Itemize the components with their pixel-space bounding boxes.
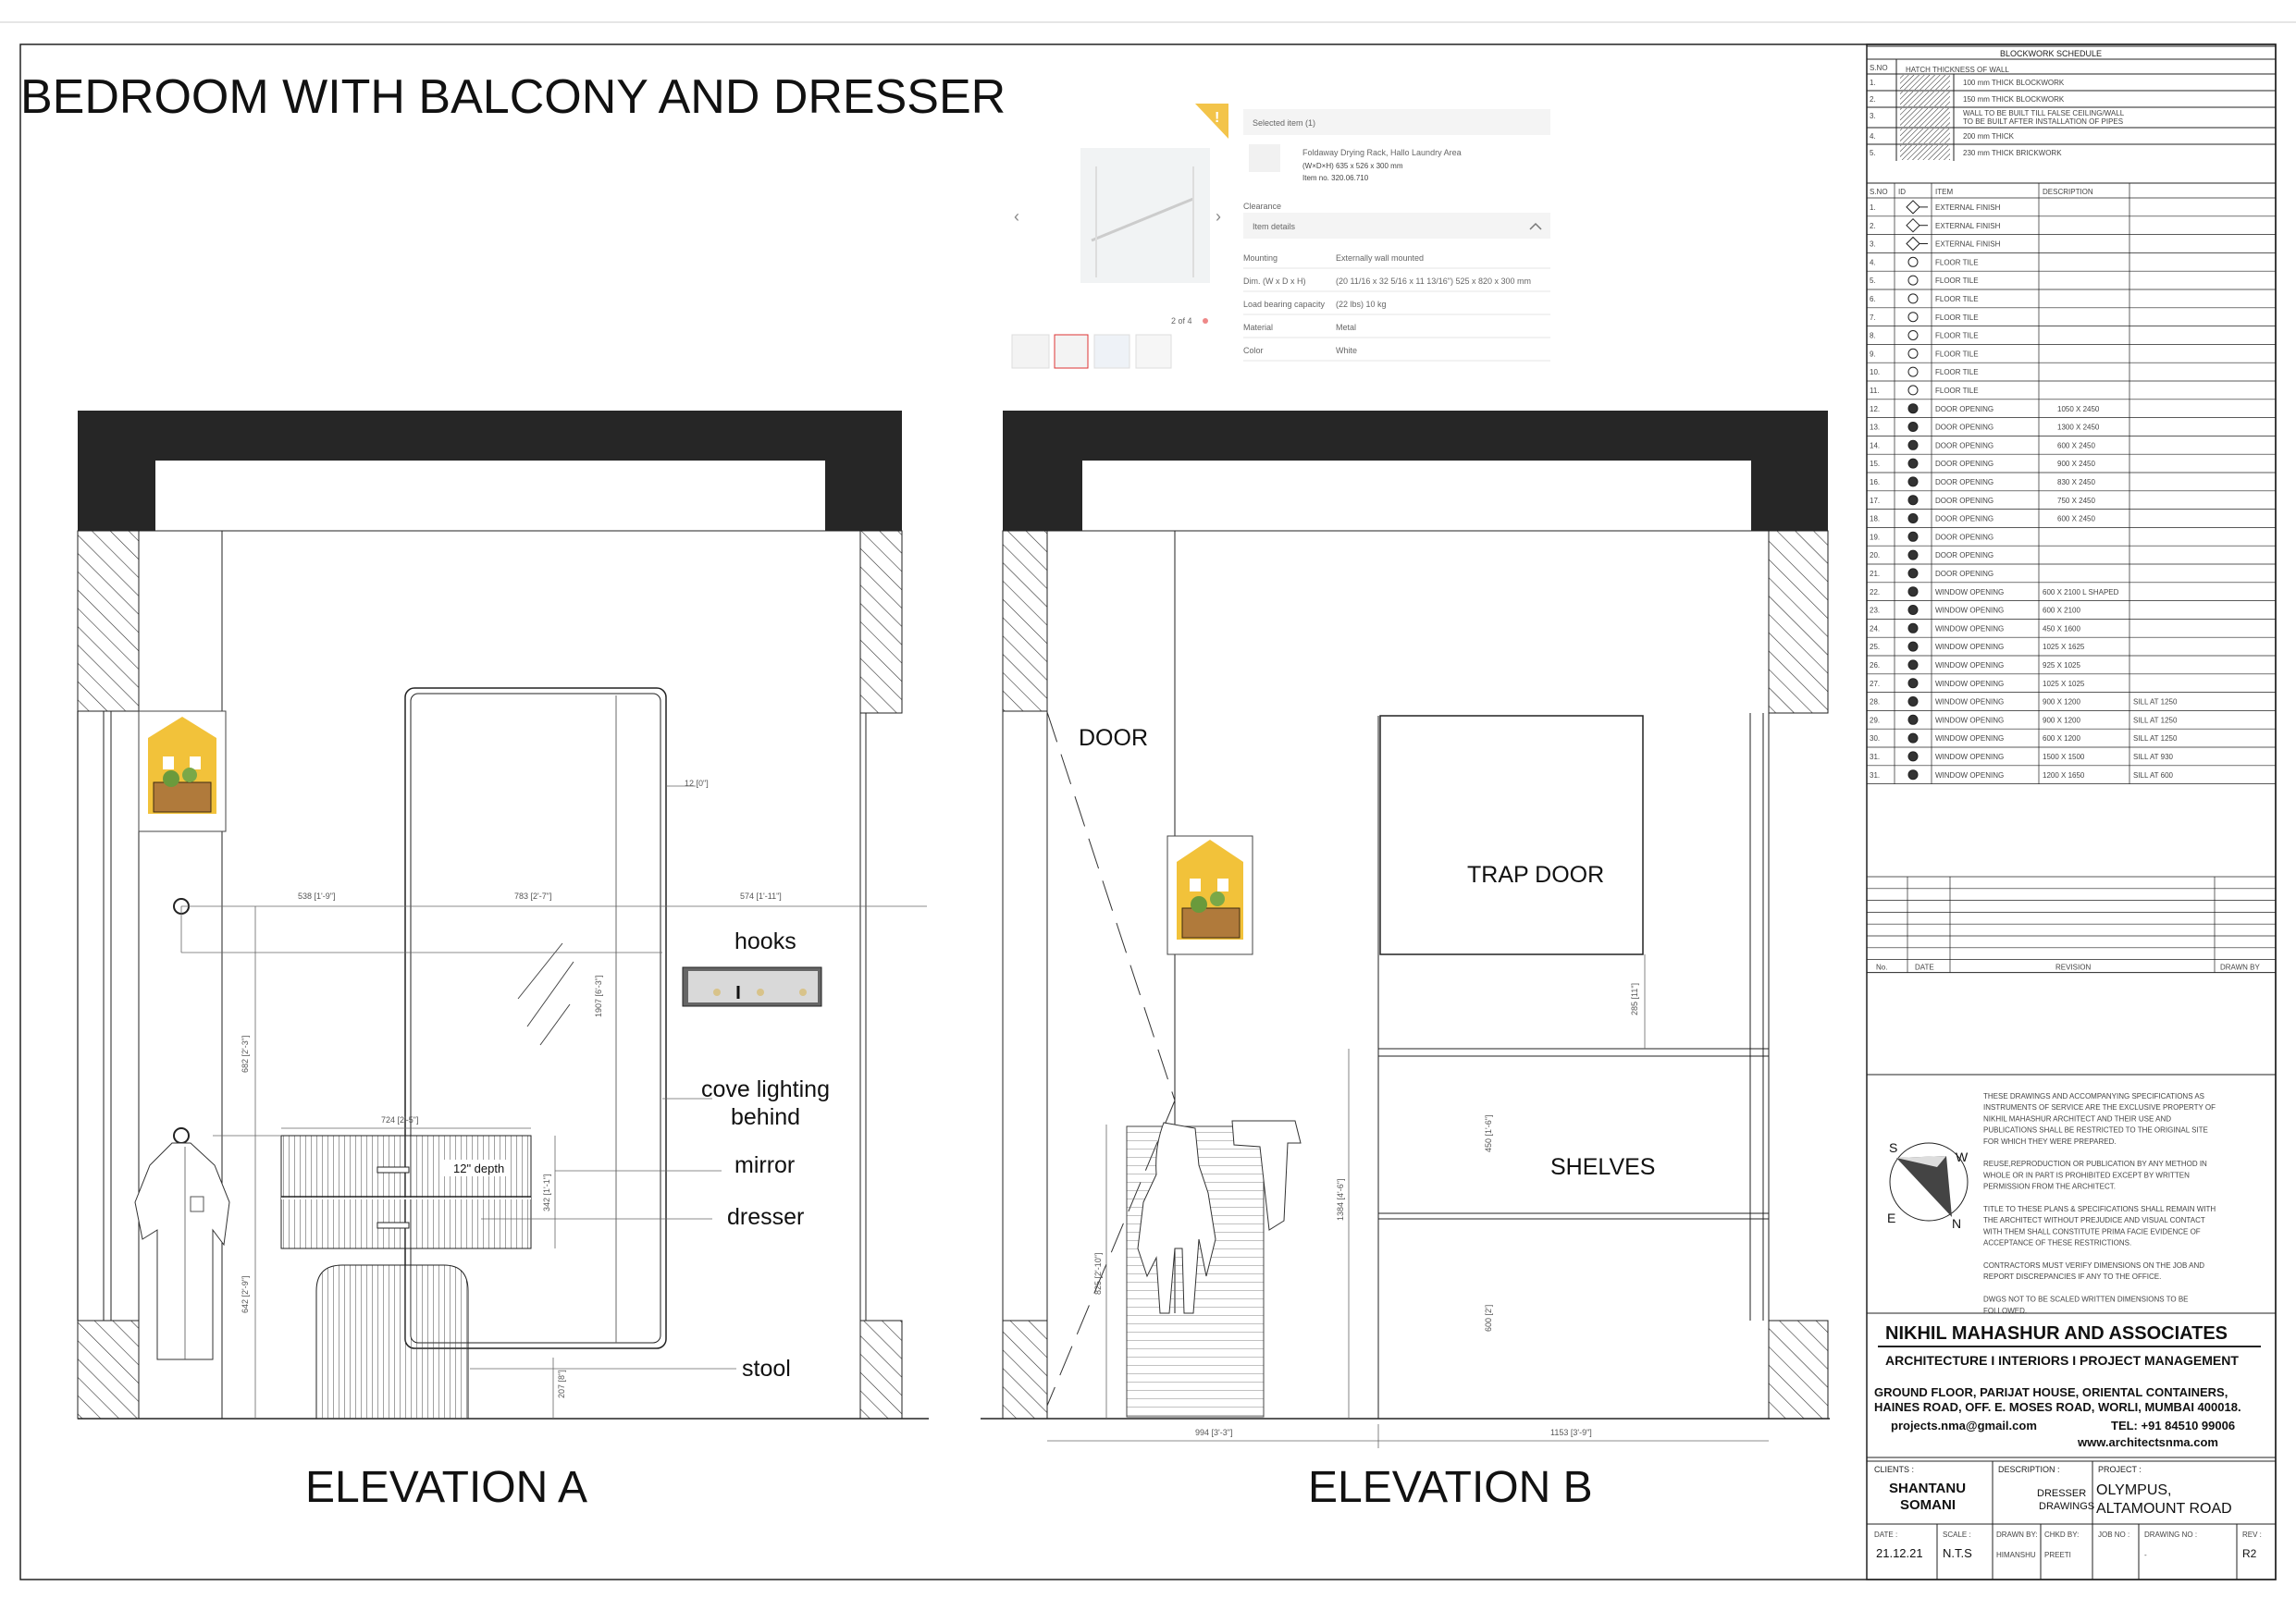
description-2: DRAWINGS xyxy=(2039,1501,2095,1512)
project-1: OLYMPUS, xyxy=(2096,1482,2172,1498)
compass-n: N xyxy=(1952,1216,1962,1231)
legend-row-no: 17. xyxy=(1870,496,1881,505)
legend-item: DOOR OPENING xyxy=(1935,514,1994,523)
clearance-label: Clearance xyxy=(1243,202,1282,211)
tag-icon xyxy=(1908,423,1918,432)
legend-head: S.NO xyxy=(1870,188,1888,196)
firm-tagline: ARCHITECTURE I INTERIORS I PROJECT MANAGEMENT xyxy=(1885,1353,2239,1368)
legend-row-no: 30. xyxy=(1870,734,1881,744)
product-image xyxy=(1080,148,1210,283)
spec-key: Load bearing capacity xyxy=(1243,300,1326,309)
legend-row-no: 8. xyxy=(1870,331,1876,340)
chevron-left-icon[interactable]: ‹ xyxy=(1014,207,1019,226)
schedule-title: BLOCKWORK SCHEDULE xyxy=(2000,49,2103,58)
legend-desc: 925 X 1025 xyxy=(2043,661,2080,670)
disclaimer-line: PERMISSION FROM THE ARCHITECT. xyxy=(1983,1182,2116,1191)
project-label: PROJECT : xyxy=(2098,1465,2142,1474)
disclaimer-line: WITH THEM SHALL CONSTITUTE PRIMA FACIE EVIDENCE OF xyxy=(1983,1227,2201,1236)
legend-item: FLOOR TILE xyxy=(1935,313,1979,322)
note-dresser: dresser xyxy=(727,1204,805,1230)
dim: 342 [1'-1"] xyxy=(542,1174,551,1211)
wall-hatch xyxy=(1769,1321,1828,1419)
revision-head: DRAWN BY xyxy=(2220,963,2260,972)
beam xyxy=(78,411,902,531)
revision-head: DATE xyxy=(1915,963,1934,972)
badge-icon: ! xyxy=(1215,110,1220,126)
finish-tag-icon xyxy=(1907,219,1920,232)
chevron-right-icon[interactable]: › xyxy=(1216,207,1221,226)
tag-icon xyxy=(1908,276,1918,285)
legend-item: WINDOW OPENING xyxy=(1935,697,2005,707)
dim: 994 [3'-3"] xyxy=(1195,1428,1233,1437)
disclaimer-line: THE ARCHITECT WITHOUT PREJUDICE AND VISUAL CONTACT xyxy=(1983,1216,2205,1225)
legend-item: DOOR OPENING xyxy=(1935,551,1994,560)
schedule-row-desc: 200 mm THICK xyxy=(1963,132,2014,141)
legend-item: FLOOR TILE xyxy=(1935,387,1979,395)
note-cove-2: behind xyxy=(731,1104,801,1130)
tag-icon xyxy=(1908,697,1918,707)
tag-icon xyxy=(1908,477,1918,486)
legend-desc: 900 X 2450 xyxy=(2057,460,2095,469)
spec-key: Dim. (W x D x H) xyxy=(1243,277,1306,286)
item-details-label: Item details xyxy=(1253,222,1296,231)
trap-door xyxy=(1380,716,1643,954)
legend-extra: SILL AT 1250 xyxy=(2133,716,2178,725)
firm-email[interactable]: projects.nma@gmail.com xyxy=(1891,1419,2037,1432)
drawing-no-label: DRAWING NO : xyxy=(2144,1531,2198,1539)
legend-item: WINDOW OPENING xyxy=(1935,753,2005,761)
spec-table xyxy=(1243,253,1550,361)
spec-value: Metal xyxy=(1336,323,1357,332)
legend-row-no: 24. xyxy=(1870,624,1881,633)
legend-row-no: 1. xyxy=(1870,203,1876,212)
disclaimer-line: PUBLICATIONS SHALL BE RESTRICTED TO THE ORIGINAL SITE xyxy=(1983,1125,2208,1135)
legend-row-no: 26. xyxy=(1870,661,1881,670)
date-label: DATE : xyxy=(1874,1531,1898,1539)
legend-row-no: 2. xyxy=(1870,221,1876,230)
tag-icon xyxy=(1908,496,1918,505)
legend-row-no: 3. xyxy=(1870,240,1876,249)
legend-row-no: 11. xyxy=(1870,387,1880,395)
note-trap-door: TRAP DOOR xyxy=(1467,862,1605,888)
drawn-label: DRAWN BY: xyxy=(1996,1531,2038,1539)
tag-icon xyxy=(1908,294,1918,303)
tag-icon xyxy=(1908,331,1918,340)
legend-row-no: 19. xyxy=(1870,533,1881,542)
tag-icon xyxy=(1908,532,1918,541)
schedule-head: HATCH THICKNESS OF WALL xyxy=(1906,66,2009,74)
legend-item: EXTERNAL FINISH xyxy=(1935,203,2001,212)
schedule-row-desc: 150 mm THICK BLOCKWORK xyxy=(1963,95,2065,104)
legend-desc: 450 X 1600 xyxy=(2043,624,2080,633)
disclaimer-line: CONTRACTORS MUST VERIFY DIMENSIONS ON THE JOB AND xyxy=(1983,1261,2204,1270)
pager: 2 of 4 xyxy=(1171,316,1192,326)
disclaimer-line: WHOLE OR IN PART IS PROHIBITED EXCEPT BY WRITTEN xyxy=(1983,1171,2190,1180)
disclaimer-line: FOR WHICH THEY WERE PREPARED. xyxy=(1983,1137,2117,1146)
description-1: DRESSER xyxy=(2037,1488,2087,1499)
tag-icon xyxy=(1908,440,1918,449)
wall-hatch xyxy=(78,1321,139,1419)
hatch-swatch xyxy=(1900,75,1950,90)
legend-desc: 600 X 2450 xyxy=(2057,441,2095,450)
hook-icon xyxy=(174,1128,189,1143)
scale-label: SCALE : xyxy=(1943,1531,1971,1539)
firm-address-1: GROUND FLOOR, PARIJAT HOUSE, ORIENTAL CONTAINERS, xyxy=(1874,1385,2228,1399)
legend-head: ID xyxy=(1898,188,1906,196)
dim: 1907 [6'-3"] xyxy=(594,975,603,1017)
legend-row-no: 13. xyxy=(1870,423,1881,432)
legend-item: DOOR OPENING xyxy=(1935,533,1994,542)
spec-value: White xyxy=(1336,346,1358,355)
legend-row-no: 4. xyxy=(1870,258,1876,267)
wall-hatch xyxy=(1003,1321,1047,1419)
project-2: ALTAMOUNT ROAD xyxy=(2096,1501,2232,1517)
drawn-value: HIMANSHU xyxy=(1996,1551,2036,1559)
legend-desc: 830 X 2450 xyxy=(2057,478,2095,486)
elevation-b-label: ELEVATION B xyxy=(1308,1463,1593,1512)
tag-icon xyxy=(1908,623,1918,633)
item-no: Item no. 320.06.710 xyxy=(1302,174,1369,182)
legend-item: FLOOR TILE xyxy=(1935,350,1979,359)
wall-hatch xyxy=(860,1321,902,1419)
checked-value: PREETI xyxy=(2044,1551,2071,1559)
tag-icon xyxy=(1908,569,1918,578)
note-door: DOOR xyxy=(1079,725,1148,751)
legend-desc: 600 X 1200 xyxy=(2043,734,2080,744)
schedule-row-no: 3. xyxy=(1870,112,1876,120)
legend-item: WINDOW OPENING xyxy=(1935,734,2005,744)
legend-row-no: 18. xyxy=(1870,514,1881,523)
product-card xyxy=(1012,104,1550,368)
disclaimer-line: THESE DRAWINGS AND ACCOMPANYING SPECIFICATIONS AS xyxy=(1983,1092,2204,1100)
client-name-1: SHANTANU xyxy=(1889,1481,1967,1496)
legend-item: DOOR OPENING xyxy=(1935,496,1994,505)
legend-item: WINDOW OPENING xyxy=(1935,624,2005,633)
note-stool: stool xyxy=(742,1356,791,1382)
dresser xyxy=(281,1136,531,1248)
dim: 783 [2'-7"] xyxy=(514,891,552,901)
disclaimer-line: REPORT DISCREPANCIES IF ANY TO THE OFFICE. xyxy=(1983,1273,2162,1282)
disclaimer-line: NIKHIL MAHASHUR ARCHITECT AND THEIR USE AND xyxy=(1983,1114,2171,1124)
titleblock-frame xyxy=(1867,44,2276,1580)
disclaimer-line: TITLE TO THESE PLANS & SPECIFICATIONS SHALL REMAIN WITH xyxy=(1983,1205,2216,1213)
mirror xyxy=(405,688,666,1348)
dim: 12 [0"] xyxy=(685,779,709,788)
tag-icon xyxy=(1908,257,1918,266)
legend-row-no: 10. xyxy=(1870,368,1881,377)
wall-hatch xyxy=(1003,531,1047,711)
legend-extra: SILL AT 930 xyxy=(2133,753,2173,761)
date-value: 21.12.21 xyxy=(1876,1546,1923,1560)
schedule-row-no: 2. xyxy=(1870,95,1876,104)
job-label: JOB NO : xyxy=(2098,1531,2130,1539)
tag-icon xyxy=(1908,459,1918,468)
wall-hatch xyxy=(1769,531,1828,713)
schedule-row-desc: WALL TO BE BUILT TILL FALSE CEILING/WALL xyxy=(1963,109,2125,117)
legend-item: WINDOW OPENING xyxy=(1935,643,2005,652)
schedule-head: S.NO xyxy=(1870,64,1888,72)
legend-row-no: 21. xyxy=(1870,570,1881,578)
dim: 600 [2'] xyxy=(1484,1304,1493,1332)
legend-item: FLOOR TILE xyxy=(1935,368,1979,377)
tag-icon xyxy=(1908,733,1918,743)
legend-item: DOOR OPENING xyxy=(1935,423,1994,432)
finish-tag-icon xyxy=(1907,238,1920,251)
tag-icon xyxy=(1908,606,1918,615)
dim: 1153 [3'-9"] xyxy=(1550,1428,1592,1437)
legend-table xyxy=(1867,183,2276,784)
legend-item: DOOR OPENING xyxy=(1935,570,1994,578)
spec-key: Material xyxy=(1243,323,1274,332)
schedule-row-no: 5. xyxy=(1870,149,1876,157)
legend-item: WINDOW OPENING xyxy=(1935,587,2005,596)
tag-icon xyxy=(1908,752,1918,761)
dim: 825 [2'-10"] xyxy=(1093,1252,1103,1295)
scale-value: N.T.S xyxy=(1943,1546,1972,1560)
legend-item: DOOR OPENING xyxy=(1935,441,1994,450)
legend-row-no: 23. xyxy=(1870,606,1881,615)
legend-row-no: 31. xyxy=(1870,753,1881,761)
compass-w: W xyxy=(1956,1150,1969,1164)
legend-item: EXTERNAL FINISH xyxy=(1935,240,2001,249)
finish-tag-icon xyxy=(1907,201,1920,214)
hatch-swatch xyxy=(1900,145,1950,160)
firm-name: NIKHIL MAHASHUR AND ASSOCIATES xyxy=(1885,1323,2228,1344)
spec-key: Color xyxy=(1243,346,1264,355)
legend-desc: 1025 X 1025 xyxy=(2043,679,2085,688)
legend-head: DESCRIPTION xyxy=(2043,188,2093,196)
dim: 642 [2'-9"] xyxy=(241,1275,250,1313)
tag-icon xyxy=(1908,642,1918,651)
elevation-a-label: ELEVATION A xyxy=(305,1463,587,1512)
legend-row-no: 5. xyxy=(1870,277,1876,286)
legend-desc: 750 X 2450 xyxy=(2057,496,2095,505)
thumbnail[interactable] xyxy=(1012,335,1049,368)
schedule-row-no: 1. xyxy=(1870,79,1876,87)
thumbnail-active[interactable] xyxy=(1055,335,1088,368)
thumbnail[interactable] xyxy=(1094,335,1129,368)
legend-item: FLOOR TILE xyxy=(1935,258,1979,267)
tag-icon xyxy=(1908,514,1918,523)
legend-desc: 1300 X 2450 xyxy=(2057,423,2100,432)
north-compass xyxy=(1887,1140,1969,1231)
revision-head: REVISION xyxy=(2055,963,2092,972)
dim: 285 [11"] xyxy=(1630,982,1639,1015)
spec-value: (22 lbs) 10 kg xyxy=(1336,300,1387,309)
rev-label: REV : xyxy=(2242,1531,2262,1539)
beam xyxy=(1003,411,1828,531)
rev-value: R2 xyxy=(2242,1547,2257,1560)
firm-website[interactable]: www.architectsnma.com xyxy=(2078,1435,2218,1449)
legend-row-no: 12. xyxy=(1870,404,1881,413)
hatch-swatch xyxy=(1900,108,1950,127)
compass-s: S xyxy=(1889,1140,1898,1155)
blockwork-schedule xyxy=(1867,46,2276,161)
legend-item: WINDOW OPENING xyxy=(1935,770,2005,780)
tag-icon xyxy=(1908,660,1918,670)
spec-key: Mounting xyxy=(1243,253,1278,263)
legend-row-no: 9. xyxy=(1870,350,1876,359)
schedule-row-no: 4. xyxy=(1870,132,1876,141)
tag-icon xyxy=(1908,770,1918,780)
legend-desc: 1200 X 1650 xyxy=(2043,770,2085,780)
tag-icon xyxy=(1908,313,1918,322)
note-hooks: hooks xyxy=(734,928,796,954)
legend-desc: 600 X 2100 L SHAPED xyxy=(2043,587,2119,596)
legend-row-no: 28. xyxy=(1870,697,1881,707)
stool xyxy=(316,1265,468,1419)
dim: 682 [2'-3"] xyxy=(241,1035,250,1073)
item-name: Foldaway Drying Rack, Hallo Laundry Area xyxy=(1302,148,1462,157)
spec-value: (20 11/16 x 32 5/16 x 11 13/16") 525 x 820 x 300 mm xyxy=(1336,277,1531,286)
legend-row-no: 27. xyxy=(1870,679,1881,688)
badge-corner xyxy=(1195,104,1228,139)
tag-icon xyxy=(1908,349,1918,358)
legend-item: DOOR OPENING xyxy=(1935,478,1994,486)
legend-row-no: 15. xyxy=(1870,460,1881,469)
hatch-swatch xyxy=(1900,92,1950,106)
birdhouse-planter xyxy=(1167,836,1253,954)
wall-hatch xyxy=(860,531,902,713)
wall-hatch xyxy=(78,531,139,711)
legend-item: WINDOW OPENING xyxy=(1935,661,2005,670)
hatch-swatch xyxy=(1900,129,1950,143)
checked-label: CHKD BY: xyxy=(2044,1531,2080,1539)
legend-extra: SILL AT 1250 xyxy=(2133,697,2178,707)
disclaimer-line: INSTRUMENTS OF SERVICE ARE THE EXCLUSIVE PROPERTY OF xyxy=(1983,1103,2216,1113)
dim: 1384 [4'-6"] xyxy=(1336,1178,1345,1221)
tag-icon xyxy=(1908,404,1918,413)
thumbnail[interactable] xyxy=(1136,335,1171,368)
drying-rack xyxy=(1127,1121,1301,1417)
clients-label: CLIENTS : xyxy=(1874,1465,1915,1474)
dim: 574 [1'-11"] xyxy=(740,891,782,901)
dim: 724 [2'-5"] xyxy=(381,1115,419,1125)
birdhouse-planter xyxy=(139,711,226,831)
spec-value: Externally wall mounted xyxy=(1336,253,1425,263)
compass-e: E xyxy=(1887,1211,1896,1225)
legend-item: FLOOR TILE xyxy=(1935,295,1979,303)
tag-icon xyxy=(1908,550,1918,559)
legend-row-no: 25. xyxy=(1870,643,1881,652)
legend-item: WINDOW OPENING xyxy=(1935,679,2005,688)
dim: 538 [1'-9"] xyxy=(298,891,336,901)
selected-label: Selected item (1) xyxy=(1253,118,1316,128)
legend-row-no: 6. xyxy=(1870,295,1876,303)
legend-head: ITEM xyxy=(1935,188,1954,196)
schedule-row-desc: 100 mm THICK BLOCKWORK xyxy=(1963,79,2065,87)
firm-address-2: HAINES ROAD, OFF. E. MOSES ROAD, WORLI, MUMBAI 400018. xyxy=(1874,1400,2241,1414)
depth-note: 12" depth xyxy=(453,1162,505,1175)
legend-row-no: 22. xyxy=(1870,587,1881,596)
legend-item: WINDOW OPENING xyxy=(1935,606,2005,615)
legend-item: WINDOW OPENING xyxy=(1935,716,2005,725)
dim: 207 [8"] xyxy=(557,1370,566,1398)
revision-head: No. xyxy=(1876,963,1888,972)
revision-table xyxy=(1867,877,2276,1075)
drawing-no-value: - xyxy=(2144,1551,2147,1559)
tag-icon xyxy=(1908,587,1918,596)
note-shelves: SHELVES xyxy=(1550,1154,1656,1180)
legend-desc: 900 X 1200 xyxy=(2043,697,2080,707)
legend-extra: SILL AT 600 xyxy=(2133,770,2173,780)
legend-row-no: 31. xyxy=(1870,770,1881,780)
schedule-row-desc: 230 mm THICK BRICKWORK xyxy=(1963,149,2062,157)
tag-icon xyxy=(1908,367,1918,376)
legend-desc: 600 X 2100 xyxy=(2043,606,2080,615)
legend-row-no: 7. xyxy=(1870,313,1876,322)
note-cove: cove lighting xyxy=(701,1076,830,1102)
elevation-b xyxy=(981,411,1830,1512)
tag-icon xyxy=(1908,679,1918,688)
zoom-icon[interactable] xyxy=(1203,318,1208,324)
legend-row-no: 14. xyxy=(1870,441,1881,450)
legend-item: DOOR OPENING xyxy=(1935,460,1994,469)
legend-item: DOOR OPENING xyxy=(1935,404,1994,413)
tag-icon xyxy=(1908,386,1918,395)
disclaimer-line: FOLLOWED. xyxy=(1983,1306,2028,1315)
legend-desc: 1025 X 1625 xyxy=(2043,643,2085,652)
disclaimer-line: REUSE,REPRODUCTION OR PUBLICATION BY ANY METHOD IN xyxy=(1983,1160,2207,1169)
legend-desc: 900 X 1200 xyxy=(2043,716,2080,725)
legend-extra: SILL AT 1250 xyxy=(2133,734,2178,744)
legend-row-no: 20. xyxy=(1870,551,1881,560)
tag-icon xyxy=(1908,715,1918,724)
client-name-2: SOMANI xyxy=(1900,1497,1956,1513)
note-mirror: mirror xyxy=(734,1152,796,1178)
legend-desc: 1050 X 2450 xyxy=(2057,404,2100,413)
disclaimer-line: DWGS NOT TO BE SCALED WRITTEN DIMENSIONS TO BE xyxy=(1983,1295,2189,1304)
elevation-a xyxy=(78,411,929,1512)
legend-desc: 600 X 2450 xyxy=(2057,514,2095,523)
firm-tel: TEL: +91 84510 99006 xyxy=(2111,1419,2236,1432)
shirt xyxy=(135,1143,229,1359)
schedule-row-desc: TO BE BUILT AFTER INSTALLATION OF PIPES xyxy=(1963,117,2124,126)
legend-row-no: 29. xyxy=(1870,716,1881,725)
dim: 450 [1'-6"] xyxy=(1484,1114,1493,1152)
description-label: DESCRIPTION : xyxy=(1998,1465,2060,1474)
disclaimer-line: ACCEPTANCE OF THESE RESTRICTIONS. xyxy=(1983,1238,2132,1248)
legend-item: FLOOR TILE xyxy=(1935,331,1979,340)
legend-item: FLOOR TILE xyxy=(1935,277,1979,286)
legend-desc: 1500 X 1500 xyxy=(2043,753,2085,761)
drawing-title: BEDROOM WITH BALCONY AND DRESSER xyxy=(20,70,1006,124)
item-dims: (W×D×H) 635 x 526 x 300 mm xyxy=(1302,162,1403,170)
disclaimer-text xyxy=(1983,1092,2216,1315)
title-block xyxy=(1867,1457,2276,1580)
legend-item: EXTERNAL FINISH xyxy=(1935,221,2001,230)
legend-row-no: 16. xyxy=(1870,478,1881,486)
